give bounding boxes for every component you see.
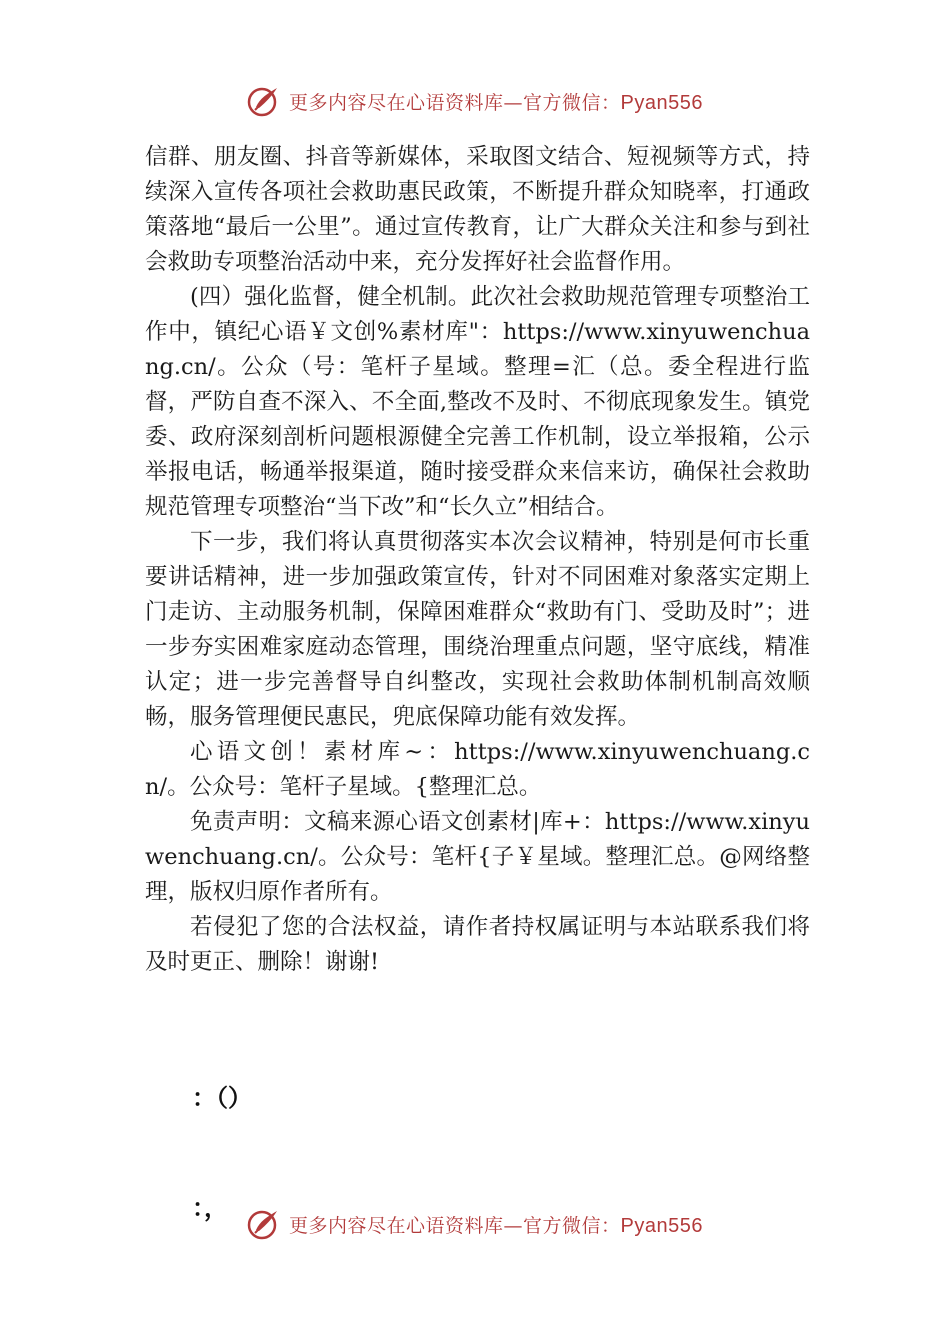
paragraph-6: 若侵犯了您的合法权益，请作者持权属证明与本站联系我们将及时更正、删除！谢谢! bbox=[145, 914, 810, 975]
document-body bbox=[145, 140, 810, 980]
quill-seal-icon bbox=[247, 1207, 281, 1241]
footer-banner bbox=[0, 1207, 950, 1241]
stray-punctuation-1: ：（） bbox=[192, 1084, 252, 1112]
stray-punctuation-2: ：， bbox=[192, 1194, 228, 1222]
quill-seal-icon bbox=[247, 84, 281, 118]
paragraph-2: (四）强化监督，健全机制。此次社会救助规范管理专项整治工作中，镇纪心语￥文创%素材库"：https://www.xinyuwenchuang.cn/。公众（号：笔杆子星域。整理=汇（总。委全程进行监督，严防自查不深入、不全面,整改不及时、不彻底现象发生。镇党委、政府深刻剖析问题根源健全完善工作机制，设立举报箱，公示举报电话，畅通举报渠道，随时接受群众来信来访，确保社会救助规范管理专项整治“当下改”和“长久立”相结合。 bbox=[145, 284, 810, 520]
footer-banner-text: 更多内容尽在心语资料库—官方微信：Pyan556 bbox=[289, 1214, 703, 1237]
paragraph-3: 下一步，我们将认真贯彻落实本次会议精神，特别是何市长重要讲话精神，进一步加强政策宣传，针对不同困难对象落实定期上门走访、主动服务机制，保障困难群众“救助有门、受助及时”；进一步夯实困难家庭动态管理，围绕治理重点问题，坚守底线，精准认定；进一步完善督导自纠整改，实现社会救助体制机制高效顺畅，服务管理便民惠民，兜底保障功能有效发挥。 bbox=[145, 529, 810, 730]
paragraph-1: 信群、朋友圈、抖音等新媒体，采取图文结合、短视频等方式，持续深入宣传各项社会救助惠民政策，不断提升群众知晓率，打通政策落地“最后一公里”。通过宣传教育，让广大群众关注和参与到社会救助专项整治活动中来，充分发挥好社会监督作用。 bbox=[145, 144, 810, 275]
header-banner-text: 更多内容尽在心语资料库—官方微信：Pyan556 bbox=[289, 91, 703, 114]
paragraph-5: 免责声明：文稿来源心语文创素材|库+：https://www.xinyuwenchuang.cn/。公众号：笔杆{子￥星域。整理汇总。@网络整理，版权归原作者所有。 bbox=[145, 809, 810, 905]
header-banner bbox=[0, 84, 950, 118]
paragraph-4: 心语文创！素材库~：https://www.xinyuwenchuang.cn/。公众号：笔杆子星域。{整理汇总。 bbox=[145, 739, 810, 800]
